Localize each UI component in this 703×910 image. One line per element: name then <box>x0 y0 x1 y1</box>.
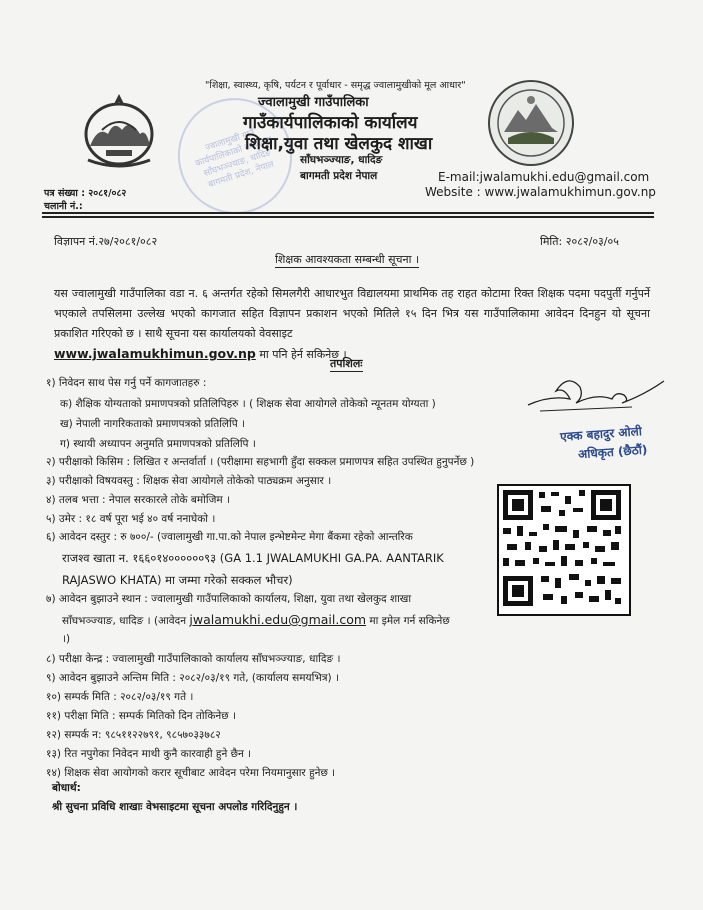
list-item: ६) आवेदन दस्तुर : रु ७००/- (ज्वालामुखी गा.पा.को नेपाल इन्भेष्टमेन्ट मेगा बैंकमा रहेको आन्तरिक <box>46 531 413 543</box>
qr-code[interactable] <box>497 484 631 616</box>
notice-body-text: यस ज्वालामुखी गाउँपालिका वडा न. ६ अन्तर्गत रहेको सिमलगैरी आधारभुत विद्यालयमा प्राथमिक तह राहत कोटामा रिक्त शिक्षक पदमा पदपुर्ती गर्नुपर्ने भएकाले तपसिलमा उल्लेख भएको कागजात सहित विज्ञापन प्रकाशन भएको मितिले १५ दिन भित्र यस गाउँपालिकामा आवेदन दिनहुन यो सूचना प्रकाशित गरिएको छ । साथै सूचना यस कार्यालयको वेवसाइट <box>54 287 650 340</box>
list-item: ८) परीक्षा केन्द्र : ज्वालामुखी गाउँपालिकाको कार्यालय साँघभञ्ज्याङ, धादिङ । <box>46 653 341 665</box>
nepal-emblem-icon <box>78 90 160 172</box>
notice-body <box>54 284 650 365</box>
list-item-text: मा इमेल गर्न सकिनेछ <box>366 615 450 627</box>
list-item: ।) <box>62 633 71 645</box>
details-heading: तपशिलः <box>330 357 363 370</box>
list-item <box>62 612 450 628</box>
notice-subject: शिक्षक आवश्यकता सम्बन्धी सूचना । <box>275 253 420 266</box>
list-item: ९) आवेदन बुझाउने अन्तिम मिति : २०८२/०३/१९ गते, (कार्यालय समयभित्र) । <box>46 672 339 684</box>
signer-title: अधिकृत (छैठौं) <box>577 442 648 462</box>
dispatch-number: चलानी नं.: <box>44 201 83 212</box>
list-item: ७) आवेदन बुझाउने स्थान : ज्वालामुखी गाउँपालिकाको कार्यालय, शिक्षा, युवा तथा खेलकुद शाखा <box>46 593 412 605</box>
office-name: गाउँकार्यपालिकाको कार्यालय <box>243 113 418 133</box>
email-contact: E-mail:jwalamukhi.edu@gmail.com <box>438 170 650 184</box>
website-link[interactable]: www.jwalamukhimun.gov.np <box>54 346 256 361</box>
municipality-name: ज्वालामुखी गाउँपालिका <box>258 95 369 110</box>
list-item: ५) उमेर : १८ वर्ष पूरा भई ४० वर्ष ननाघेको । <box>46 513 216 525</box>
list-item: १३) रित नपुगेका निवेदन माथी कुनै कारवाही हुने छैन । <box>46 748 252 760</box>
header-divider <box>42 212 654 214</box>
application-email-link[interactable]: jwalamukhi.edu@gmail.com <box>189 612 367 627</box>
list-item: १४) शिक्षक सेवा आयोगको करार सूचीबाट आवेदन परेमा नियमानुसार हुनेछ । <box>46 767 336 779</box>
list-item: ४) तलब भत्ता : नेपाल सरकारले तोके बमोजिम । <box>46 494 231 506</box>
stamp-text: ज्वालामुखी गाउँ कार्यपालिकाको कार्यालय साँघभञ्ज्याङ, धादिङ बागमती प्रदेश, नेपाल <box>194 128 276 191</box>
website-contact: Website : www.jwalamukhimun.gov.np <box>425 185 656 199</box>
list-item-text: साँघभञ्ज्याङ, धादिङ । (आवेदन <box>62 615 187 627</box>
list-item <box>46 474 331 488</box>
address-line-1: साँघभञ्ज्याङ, धादिङ <box>300 154 383 166</box>
list-item: १०) सम्पर्क मिति : २०८२/०३/१९ गते । <box>46 691 194 703</box>
address-line-2: बागमती प्रदेश नेपाल <box>300 170 378 182</box>
cc-label: बोधार्थ: <box>52 782 81 794</box>
qr-code-icon <box>499 486 625 610</box>
notice-date: मिति: २०८२/०३/०५ <box>540 235 619 248</box>
list-item-prefix: ३) <box>46 475 59 487</box>
notice-body-tail: मा पनि हेर्न सकिनेछ । <box>255 348 347 361</box>
list-item-text: परीक्षाको विषयवस्तु : शिक्षक सेवा आयोगले तोकेको पाठ्यक्रम अनुसार । <box>58 475 332 487</box>
signer-name: एक्क बहादुर ओली <box>559 424 643 444</box>
notice-number: विज्ञापन नं.२७/२०८१/०८२ <box>54 235 158 248</box>
list-item: RAJASWO KHATA) मा जम्मा गरेको सक्कल भौचर) <box>62 573 293 587</box>
list-item: १२) सम्पर्क न: ९८५११२२७९१, ९८५७०३३७८२ <box>46 729 221 741</box>
municipality-logo-icon <box>488 80 574 166</box>
list-item: २) परीक्षाको किसिम : लिखित र अन्तर्वार्ता । (परीक्षामा सहभागी हुँदा सक्कल प्रमाणपत्र सहित उपस्थित हुनुपर्नेछ ) <box>46 456 475 468</box>
list-item: राजश्व खाता न. १६६०१४००००००९३ (GA 1.1 JWALAMUKHI GA.PA. AANTARIK <box>62 551 444 565</box>
signature-icon <box>520 365 670 420</box>
cc-item: श्री सुचना प्रविधि शाखाः वेभसाइटमा सूचना अपलोड गरिदिनुहुन । <box>52 801 298 813</box>
letter-ref-number: पत्र संख्या : २०८१/०८२ <box>44 188 127 199</box>
motto: "शिक्षा, स्वास्थ्य, कृषि, पर्यटन र पूर्वाधार - समृद्ध ज्वालामुखीको मूल आधार" <box>205 80 466 91</box>
list-item: ख) नेपाली नागरिकताको प्रमाणपत्रको प्रतिलिपि । <box>60 418 246 430</box>
list-item: क) शैक्षिक योग्यताको प्रमाणपत्रको प्रतिलिपिहरु । ( शिक्षक सेवा आयोगले तोकेको न्यूनतम योग्यता ) <box>60 398 436 410</box>
list-item: १) निवेदन साथ पेस गर्नु पर्ने कागजातहरु : <box>46 377 207 389</box>
branch-name: शिक्षा,युवा तथा खेलकुद शाखा <box>245 134 433 154</box>
list-item: ग) स्थायी अध्यापन अनुमति प्रमाणपत्रको प्रतिलिपि । <box>60 438 256 450</box>
header-divider-secondary <box>42 216 654 218</box>
list-item: ११) परीक्षा मिति : सम्पर्क मितिको दिन तोकिनेछ । <box>46 710 236 722</box>
